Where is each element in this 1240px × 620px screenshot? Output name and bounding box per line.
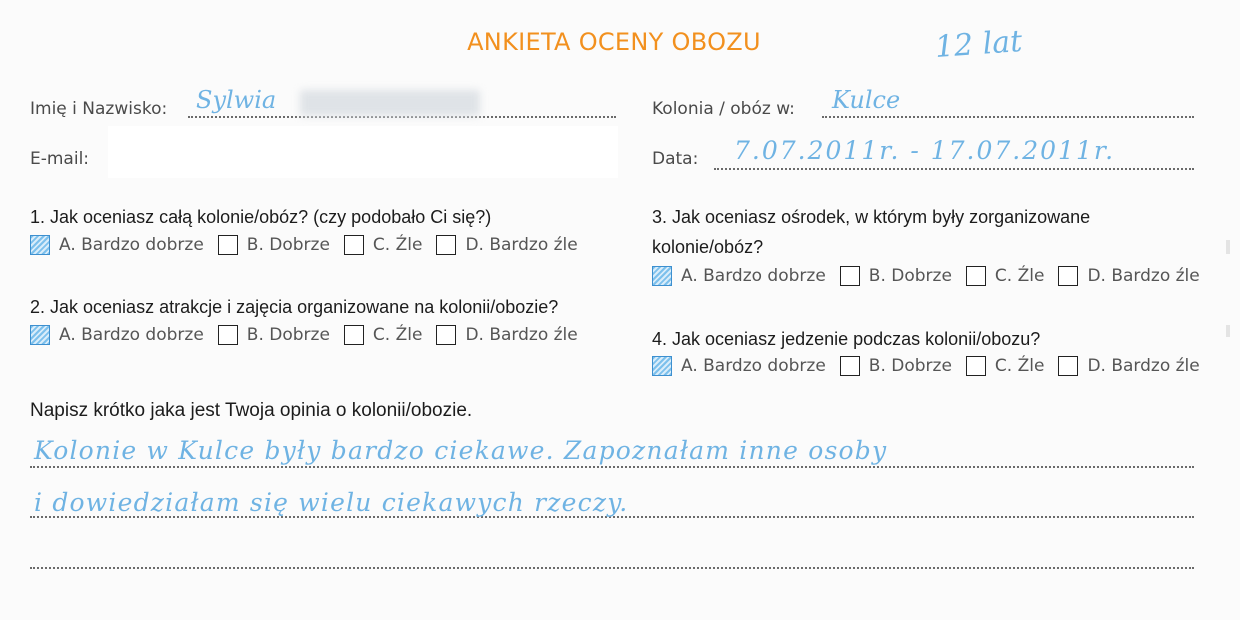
- camp-label: Kolonia / obóz w:: [652, 99, 795, 119]
- checkbox[interactable]: [1058, 266, 1078, 286]
- q4-option-d[interactable]: [1058, 356, 1199, 376]
- checkbox-checked[interactable]: [652, 356, 672, 376]
- checkbox[interactable]: [218, 235, 238, 255]
- scan-mark: [1226, 240, 1230, 254]
- q4-option-c[interactable]: [966, 356, 1045, 376]
- checkbox[interactable]: [436, 235, 456, 255]
- camp-dotted-line: [822, 116, 1194, 118]
- option-label: D. Bardzo źle: [465, 325, 578, 345]
- question-4-options: [652, 356, 1214, 376]
- q2-option-a[interactable]: [30, 325, 204, 345]
- email-label: E-mail:: [30, 149, 90, 169]
- option-label: D. Bardzo źle: [465, 235, 578, 255]
- option-label: B. Dobrze: [868, 266, 952, 286]
- q2-option-d[interactable]: [436, 325, 577, 345]
- checkbox[interactable]: [1058, 356, 1078, 376]
- option-label: A. Bardzo dobrze: [681, 356, 826, 376]
- age-note: 12 lat: [933, 23, 1024, 66]
- checkbox[interactable]: [840, 356, 860, 376]
- q3-option-a[interactable]: [652, 266, 826, 286]
- scan-mark: [1226, 325, 1230, 337]
- opinion-text-line-1[interactable]: Kolonie w Kulce były bardzo ciekawe. Zapoznałam inne osoby: [34, 436, 888, 465]
- question-3-options: [652, 266, 1214, 286]
- question-4-text: 4. Jak oceniasz jedzenie podczas kolonii/obozu?: [652, 329, 1041, 349]
- checkbox-checked[interactable]: [652, 266, 672, 286]
- date-dotted-line: [714, 168, 1194, 170]
- q3-option-c[interactable]: [966, 266, 1045, 286]
- q3-option-b[interactable]: [840, 266, 952, 286]
- question-2-text: 2. Jak oceniasz atrakcje i zajęcia organizowane na kolonii/obozie?: [30, 297, 559, 317]
- opinion-line-1: [30, 466, 1194, 468]
- question-1-options: [30, 235, 592, 255]
- option-label: A. Bardzo dobrze: [59, 235, 204, 255]
- option-label: C. Źle: [372, 235, 423, 255]
- q4-option-b[interactable]: [840, 356, 952, 376]
- option-label: C. Źle: [994, 266, 1045, 286]
- q4-option-a[interactable]: [652, 356, 826, 376]
- q1-option-b[interactable]: [218, 235, 330, 255]
- q3-option-d[interactable]: [1058, 266, 1199, 286]
- opinion-line-3: [30, 567, 1194, 569]
- option-label: A. Bardzo dobrze: [681, 266, 826, 286]
- checkbox[interactable]: [840, 266, 860, 286]
- q2-option-c[interactable]: [344, 325, 423, 345]
- checkbox-checked[interactable]: [30, 325, 50, 345]
- q2-option-b[interactable]: [218, 325, 330, 345]
- checkbox[interactable]: [966, 266, 986, 286]
- checkbox[interactable]: [436, 325, 456, 345]
- opinion-prompt: Napisz krótko jaka jest Twoja opinia o kolonii/obozie.: [30, 400, 473, 421]
- camp-value[interactable]: Kulce: [832, 86, 901, 114]
- option-label: B. Dobrze: [868, 356, 952, 376]
- question-3-text: 3. Jak oceniasz ośrodek, w którym były zorganizowane kolonie/obóz?: [652, 207, 1091, 257]
- survey-title: ANKIETA OCENY OBOZU: [467, 28, 761, 56]
- option-label: D. Bardzo źle: [1087, 266, 1200, 286]
- checkbox[interactable]: [344, 325, 364, 345]
- checkbox[interactable]: [966, 356, 986, 376]
- email-redaction: [108, 126, 618, 178]
- question-1-text: 1. Jak oceniasz całą kolonie/obóz? (czy podobało Ci się?): [30, 207, 492, 227]
- name-blur: [300, 90, 480, 116]
- option-label: B. Dobrze: [246, 235, 330, 255]
- q1-option-d[interactable]: [436, 235, 577, 255]
- option-label: A. Bardzo dobrze: [59, 325, 204, 345]
- name-value[interactable]: Sylwia: [196, 86, 277, 114]
- date-value[interactable]: 7.07.2011r. - 17.07.2011r.: [734, 136, 1116, 165]
- name-dotted-line: [188, 116, 616, 118]
- name-label: Imię i Nazwisko:: [30, 99, 168, 119]
- option-label: C. Źle: [994, 356, 1045, 376]
- date-label: Data:: [652, 149, 699, 169]
- checkbox[interactable]: [218, 325, 238, 345]
- question-2-options: [30, 325, 592, 345]
- checkbox[interactable]: [344, 235, 364, 255]
- q1-option-a[interactable]: [30, 235, 204, 255]
- option-label: B. Dobrze: [246, 325, 330, 345]
- q1-option-c[interactable]: [344, 235, 423, 255]
- opinion-text-line-2[interactable]: i dowiedziałam się wielu ciekawych rzeczy.: [34, 488, 629, 517]
- checkbox-checked[interactable]: [30, 235, 50, 255]
- option-label: D. Bardzo źle: [1087, 356, 1200, 376]
- option-label: C. Źle: [372, 325, 423, 345]
